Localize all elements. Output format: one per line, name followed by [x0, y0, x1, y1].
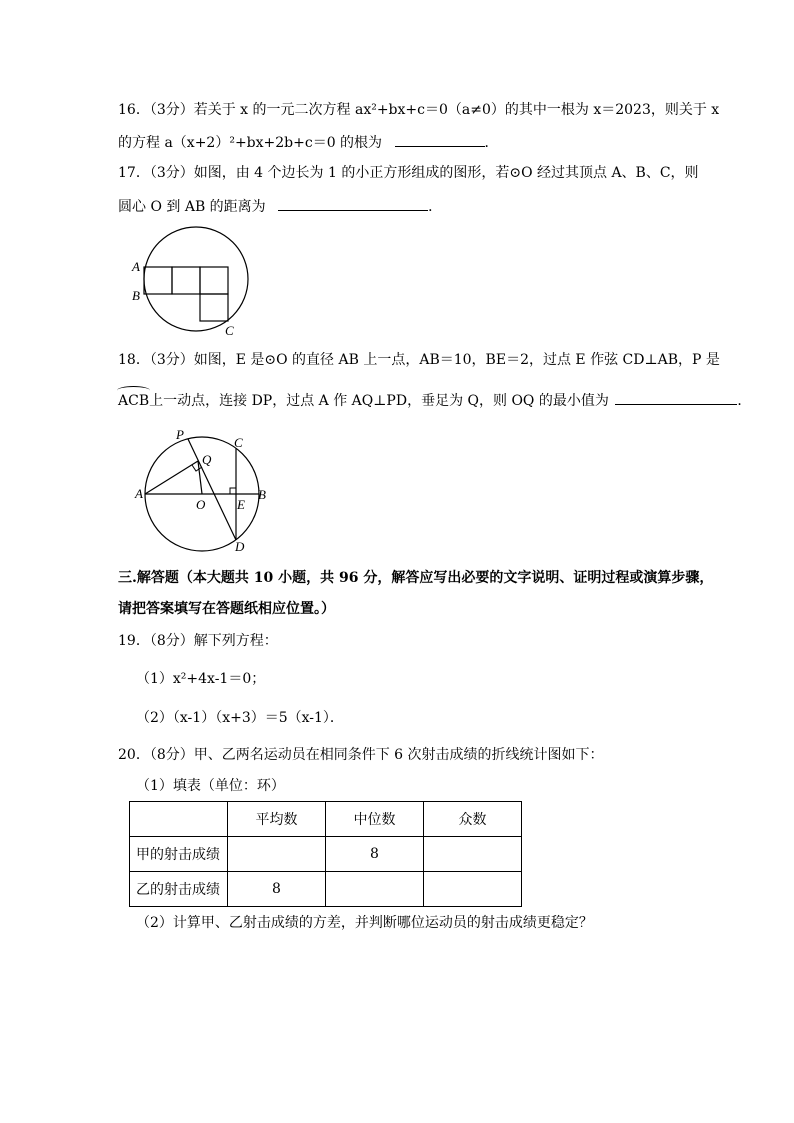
table-cell: 甲的射击成绩 — [130, 837, 228, 872]
table-row — [130, 872, 522, 907]
q17-square-4 — [200, 294, 228, 321]
q18-line1: 18．（3分）如图，E 是⊙O 的直径 AB 上一点，AB＝10，BE＝2，过点 E 作弦 CD⊥AB，P 是 — [118, 352, 720, 368]
q19-part1: （1）x²+4x-1＝0； — [136, 671, 266, 687]
q17-line1: 17．（3分）如图，由 4 个边长为 1 的小正方形组成的图形，若⊙O 经过其顶点 A、B、C，则 — [118, 165, 699, 181]
table-cell: 8 — [326, 837, 424, 872]
q20-part1: （1）填表（单位：环） — [136, 778, 285, 794]
q20-title: 20．（8分）甲、乙两名运动员在相同条件下 6 次射击成绩的折线统计图如下： — [118, 747, 604, 763]
section3-heading-line2: 请把答案填写在答题纸相应位置。） — [118, 601, 335, 617]
q20-score-table — [129, 801, 522, 907]
q19-part2: （2）（x-1）（x+3）＝5（x-1）． — [136, 710, 344, 726]
table-cell: 8 — [228, 872, 326, 907]
q17-square-1 — [144, 267, 172, 294]
q18-label-q: Q — [202, 452, 212, 467]
q18-label-c: C — [234, 435, 243, 450]
table-cell[interactable] — [326, 872, 424, 907]
q18-label-a: A — [135, 486, 143, 501]
q18-figure — [130, 425, 280, 555]
table-cell[interactable] — [424, 872, 522, 907]
section3-heading-line1: 三.解答题（本大题共 10 小题，共 96 分，解答应写出必要的文字说明、证明过程或演算步骤， — [118, 570, 714, 586]
q17-line2-end: ． — [428, 199, 443, 215]
q18-arc-acb: ACB — [118, 393, 150, 409]
q18-line2-text: 上一动点，连接 DP，过点 A 作 AQ⊥PD，垂足为 Q，则 OQ 的最小值为 — [149, 393, 609, 409]
q18-label-o: O — [196, 497, 206, 512]
q18-label-p: P — [176, 427, 184, 442]
table-cell[interactable] — [228, 837, 326, 872]
q17-answer-blank[interactable] — [278, 196, 428, 211]
q16-line2-text: 的方程 a（x+2）²+bx+2b+c＝0 的根为 — [118, 135, 383, 151]
q17-line2 — [118, 196, 442, 217]
q20-part2: （2）计算甲、乙射击成绩的方差，并判断哪位运动员的射击成绩更稳定？ — [136, 915, 593, 931]
q17-line2-text: 圆心 O 到 AB 的距离为 — [118, 199, 266, 215]
table-header-cell: 中位数 — [326, 802, 424, 837]
q19-title: 19．（8分）解下列方程： — [118, 633, 278, 649]
q18-line2 — [118, 390, 751, 411]
q16-line2-end: ． — [484, 135, 499, 151]
table-header-row — [130, 802, 522, 837]
q17-circle — [144, 227, 248, 331]
q17-label-a: A — [132, 259, 140, 274]
q17-square-3 — [200, 267, 228, 294]
q17-label-b: B — [132, 288, 140, 303]
q18-line-pd — [188, 439, 236, 540]
q18-answer-blank[interactable] — [615, 390, 737, 405]
q17-square-2 — [172, 267, 200, 294]
table-header-cell: 平均数 — [228, 802, 326, 837]
table-cell: 乙的射击成绩 — [130, 872, 228, 907]
q18-label-e: E — [237, 497, 245, 512]
q17-label-c: C — [225, 323, 234, 338]
table-header-cell — [130, 802, 228, 837]
q17-figure — [126, 222, 256, 340]
q16-line2 — [118, 132, 499, 153]
q16-line1: 16．（3分）若关于 x 的一元二次方程 ax²+bx+c＝0（a≠0）的其中一根为 x＝2023，则关于 x — [118, 102, 720, 118]
q18-right-angle-e — [230, 488, 236, 494]
q18-line2-end: ． — [737, 393, 752, 409]
table-header-cell: 众数 — [424, 802, 522, 837]
q18-label-b: B — [258, 487, 266, 502]
q16-answer-blank[interactable] — [395, 132, 485, 147]
table-cell[interactable] — [424, 837, 522, 872]
table-row — [130, 837, 522, 872]
q18-label-d: D — [235, 539, 245, 554]
